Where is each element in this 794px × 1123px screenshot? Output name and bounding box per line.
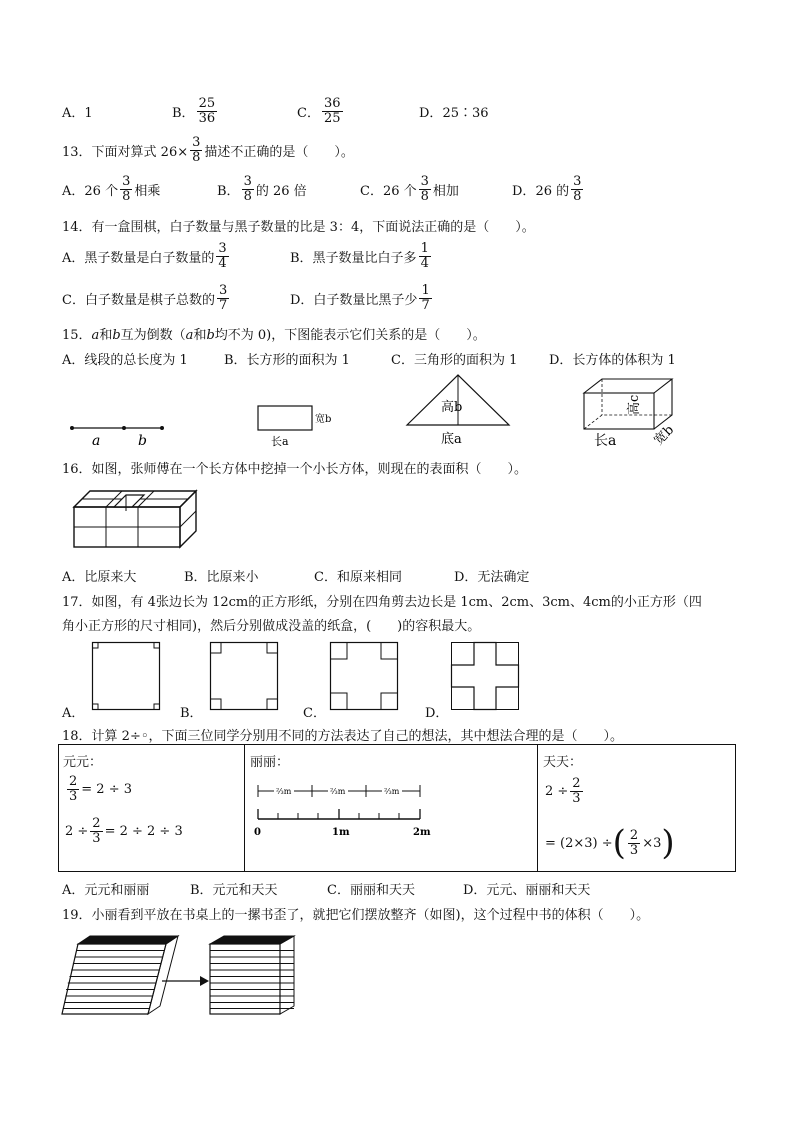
svg-text:高c: 高c	[627, 394, 642, 415]
q12-option-d[interactable]: D．25∶36	[419, 105, 489, 121]
q18-cell-yuanyuan	[59, 745, 245, 871]
q13-stem: 13．下面对算式 26× $\frac{3}{8}$ 描述不正确的是（ ）。	[62, 134, 354, 165]
svg-text:高b: 高b	[441, 400, 463, 415]
arrow-right-icon	[162, 975, 210, 987]
q18-stem: 18．计算 2÷◦，下面三位同学分别用不同的方法表达了自己的想法，其中想法合理的是（ ）。	[62, 729, 624, 744]
q15-figure-segment	[62, 410, 172, 450]
q18-lili-name: 丽丽：	[250, 755, 290, 770]
q15-option-c[interactable]: C．三角形的面积为 1	[391, 353, 518, 368]
q15-option-a[interactable]: A．线段的总长度为 1	[62, 353, 188, 368]
svg-text:底a: 底a	[441, 432, 462, 447]
q14-option-c[interactable]: C．白子数量是棋子总数的 $\frac{3}{7}$	[62, 282, 228, 313]
svg-text:1m: 1m	[332, 827, 350, 838]
q14-stem: 14．有一盒围棋，白子数量与黑子数量的比是 3：4，下面说法正确的是（ ）。	[62, 220, 535, 235]
q16-options	[62, 566, 529, 585]
q12-option-b[interactable]: B． $\frac{25}{36}$	[172, 95, 216, 126]
q15-figure-triangle	[405, 373, 515, 453]
q16-option-c[interactable]: C．和原来相同	[314, 570, 402, 585]
svg-text:0: 0	[254, 827, 261, 838]
q12-option-a[interactable]: A．1	[62, 105, 93, 121]
q13-options	[62, 170, 585, 208]
q18-yuanyuan-line1: $\frac{2}{3}$ = 2 ÷ 3	[69, 773, 133, 804]
q18-lili-number-line	[254, 779, 439, 847]
q18-tiantian-line1: 2 ÷ $\frac{2}{3}$	[545, 775, 581, 806]
q15-figure-rectangle	[255, 400, 335, 450]
q18-table	[58, 744, 736, 872]
q14-option-b[interactable]: B．黑子数量比白子多 $\frac{1}{4}$	[290, 240, 429, 271]
q17-figure-a	[92, 642, 162, 712]
q16-stem: 16．如图，张师傅在一个长方体中挖掉一个小长方体，则现在的表面积（ ）。	[62, 462, 528, 477]
q19-stem: 19．小丽看到平放在书桌上的一摞书歪了，就把它们摆放整齐（如图)，这个过程中书的体积（ ）。	[62, 908, 650, 923]
q13-option-b[interactable]: B． $\frac{3}{8}$ 的 26 倍	[217, 173, 307, 204]
q18-cell-lili	[244, 745, 538, 871]
q17-option-a[interactable]: A．	[62, 706, 85, 721]
q18-yuanyuan-name: 元元：	[63, 755, 103, 770]
q19-figure-aligned-stack	[210, 934, 300, 1018]
q15-figure-cuboid	[580, 375, 690, 455]
q17-option-c[interactable]: C．	[303, 706, 326, 721]
q17-figure-d	[451, 642, 521, 712]
q16-figure-cuboid-cutout	[74, 489, 199, 551]
q17-stem-line1: 17．如图，有 4张边长为 12cm的正方形纸，分别在四角剪去边长是 1cm、2cm、3cm、4cm的小正方形（四	[62, 595, 702, 610]
q12-option-c[interactable]: C． $\frac{36}{25}$	[297, 95, 341, 126]
svg-text:a: a	[92, 433, 101, 449]
q18-tiantian-name: 天天：	[543, 755, 583, 770]
q18-tiantian-line2: = (2×3) ÷ ( $\frac{2}{3}$ ×3 )	[545, 823, 675, 863]
q18-option-d[interactable]: D．元元、丽丽和天天	[463, 883, 591, 898]
q16-option-a[interactable]: A．比原来大	[62, 570, 137, 585]
q15-option-b[interactable]: B．长方形的面积为 1	[224, 353, 350, 368]
q14-options-row1	[62, 236, 433, 276]
svg-text:宽b: 宽b	[315, 414, 332, 425]
q17-stem-line2: 角小正方形的尺寸相同)，然后分别做成没盖的纸盒，( )的容积最大。	[62, 619, 481, 634]
svg-text:⅔m: ⅔m	[330, 787, 346, 796]
svg-text:⅔m: ⅔m	[276, 787, 292, 796]
q17-option-d[interactable]: D．	[425, 706, 449, 721]
q17-figure-b	[210, 642, 280, 712]
q15-options	[62, 349, 676, 368]
q13-option-a[interactable]: A． 26 个 $\frac{3}{8}$ 相乘	[62, 173, 161, 204]
svg-text:⅔m: ⅔m	[384, 787, 400, 796]
q18-option-b[interactable]: B．元元和天天	[190, 883, 278, 898]
q18-cell-tiantian	[537, 745, 735, 871]
q16-option-d[interactable]: D．无法确定	[454, 570, 530, 585]
q18-option-a[interactable]: A．元元和丽丽	[62, 883, 150, 898]
q18-options	[62, 879, 590, 898]
q15-option-d[interactable]: D．长方体的体积为 1	[549, 353, 676, 368]
q14-options-row2	[62, 278, 434, 318]
svg-text:宽b: 宽b	[651, 422, 678, 449]
q13-option-d[interactable]: D． 26 的 $\frac{3}{8}$	[512, 173, 582, 204]
svg-text:长a: 长a	[271, 435, 289, 448]
q13-option-c[interactable]: C． 26 个 $\frac{3}{8}$ 相加	[360, 173, 459, 204]
q14-option-a[interactable]: A．黑子数量是白子数量的 $\frac{3}{4}$	[62, 240, 227, 271]
q14-option-d[interactable]: D．白子数量比黑子少 $\frac{1}{7}$	[290, 282, 430, 313]
q15-stem: 15．a和b互为倒数（a和b均不为 0)，下图能表示它们关系的是（ ）。	[62, 328, 486, 343]
q17-figure-c	[330, 642, 400, 712]
svg-text:长a: 长a	[594, 433, 617, 449]
q12-options	[62, 92, 489, 130]
q18-option-c[interactable]: C．丽丽和天天	[327, 883, 415, 898]
q18-yuanyuan-line2: 2 ÷ $\frac{2}{3}$ = 2 ÷ 2 ÷ 3	[65, 815, 183, 846]
q16-option-b[interactable]: B．比原来小	[184, 570, 259, 585]
q17-option-b[interactable]: B．	[180, 706, 203, 721]
svg-text:2m: 2m	[413, 827, 431, 838]
svg-text:b: b	[138, 433, 147, 449]
